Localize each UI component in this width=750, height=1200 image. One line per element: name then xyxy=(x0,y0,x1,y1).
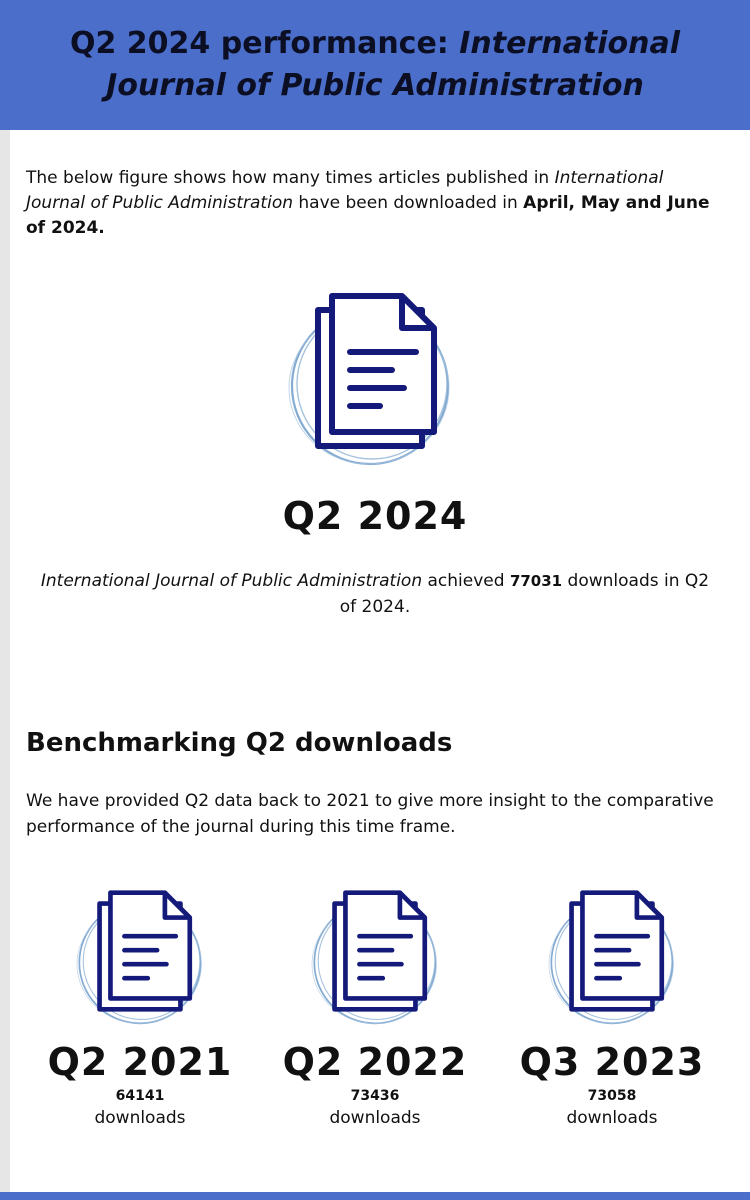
document-icon xyxy=(280,290,460,470)
intro-text-2: have been downloaded in xyxy=(293,193,524,213)
benchmark-description: We have provided Q2 data back to 2021 to give more insight to the comparative performance of the journal during this time frame. xyxy=(26,791,714,837)
benchmark-unit: downloads xyxy=(566,1108,658,1128)
document-icon xyxy=(542,888,682,1028)
benchmark-unit: downloads xyxy=(94,1108,186,1128)
benchmark-period: Q2 2022 xyxy=(282,1040,468,1084)
summary-text-achieved: achieved xyxy=(422,571,510,591)
intro-paragraph xyxy=(26,166,726,241)
page-title xyxy=(30,23,720,107)
page-header xyxy=(0,0,750,130)
benchmark-item xyxy=(497,888,727,1130)
document-icon xyxy=(70,888,210,1028)
title-journal-name: International Journal of Public Administration xyxy=(106,26,680,103)
intro-text-1: The below figure shows how many times articles published in xyxy=(26,168,555,188)
benchmark-item xyxy=(260,888,490,1130)
benchmark-unit: downloads xyxy=(329,1108,421,1128)
current-period: Q2 2024 xyxy=(282,494,468,538)
intro-journal-name: International Journal of Public Administration xyxy=(26,168,664,213)
intro-period: April, May and June of 2024. xyxy=(26,193,710,238)
footer-bar xyxy=(0,1192,750,1200)
summary-text-after: downloads in Q2 of 2024. xyxy=(339,571,710,617)
current-summary xyxy=(40,568,710,620)
benchmark-period: Q3 2023 xyxy=(519,1040,705,1084)
current-downloads: 77031 xyxy=(509,572,563,590)
summary-journal-name: International Journal of Public Administration xyxy=(40,571,423,591)
benchmark-title: Benchmarking Q2 downloads xyxy=(26,728,453,758)
benchmark-downloads: 64141 xyxy=(115,1088,165,1104)
benchmark-downloads: 73436 xyxy=(350,1088,400,1104)
title-prefix: Q2 2024 performance: xyxy=(69,26,460,61)
benchmark-item xyxy=(25,888,255,1130)
left-margin-rule xyxy=(0,130,10,1192)
benchmark-period: Q2 2021 xyxy=(47,1040,233,1084)
benchmark-downloads: 73058 xyxy=(587,1088,637,1104)
document-icon xyxy=(305,888,445,1028)
